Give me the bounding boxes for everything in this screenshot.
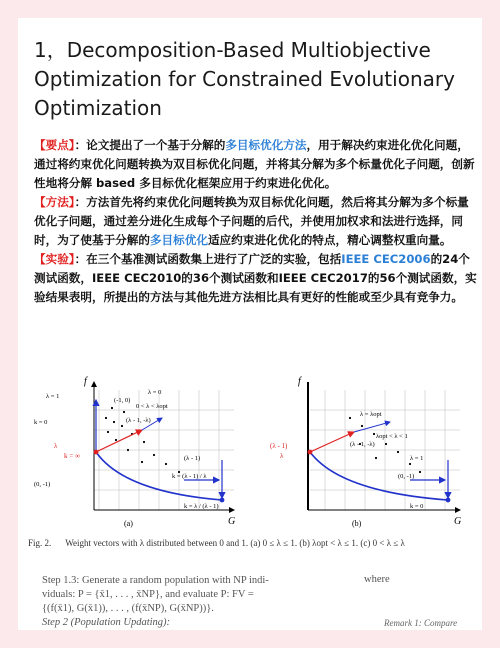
annotation: k = 0 [34, 419, 48, 426]
annotation: (λ - 1, -λ) [126, 417, 151, 424]
summary-experiment [34, 250, 478, 307]
experiment-highlight: IEEE CEC2006 [341, 252, 431, 266]
figure-caption-text: Weight vectors with λ distributed between 0 and 1. (a) 0 ≤ λ ≤ 1. (b) λopt < λ ≤ 1. (c) 0 < λ ≤ λ [65, 538, 405, 548]
weight-label-denominator: λ [280, 452, 284, 460]
step-line: viduals: P = {x̄1, . . . , x̄NP}, and evaluate P: FV = [42, 589, 254, 600]
panel-label: (b) [352, 519, 362, 528]
annotation: (λ - 1, -λ) [350, 441, 375, 448]
y-axis-label: f [298, 376, 301, 387]
step-line: Step 2 (Population Updating): [42, 617, 171, 628]
method-tag: 【方法】 [34, 195, 75, 209]
annotation: k = λ / (λ - 1) [184, 503, 219, 510]
annotation: (0, -1) [398, 473, 415, 480]
x-axis-label: G [228, 516, 236, 527]
figure-panel-a [24, 360, 244, 530]
step-line: {(f(x̄1), G(x̄1)), . . . , (f(x̄NP), G(x̄NP))}. [42, 603, 214, 614]
summary-method [34, 193, 478, 250]
weight-label-numerator: λ [54, 442, 58, 450]
weight-vector [310, 432, 354, 452]
points-text-post: ，用于解决约束进化优化问题，通过将约束优化问题转换为双目标优化问题，并将其分解为多个标量优化子问题，创新性地将分解 based 多目标优化框架应用于约束进化优化。 [34, 138, 475, 190]
annotation: k = (λ - 1) / λ [172, 473, 207, 480]
point-marker-red [308, 450, 313, 455]
annotation: (λ - 1) [184, 455, 201, 462]
annotation: (0, -1) [34, 481, 51, 488]
points-tag: 【要点】 [34, 138, 75, 152]
pareto-front-curve [310, 452, 448, 500]
y-axis-label: f [84, 376, 87, 387]
figure-panel-b [250, 360, 470, 530]
figure-caption-label: Fig. 2. [28, 538, 52, 548]
annotation: λ = 1 [410, 455, 424, 462]
paper-summary [34, 136, 478, 307]
point-marker-red [94, 450, 99, 455]
summary-points [34, 136, 478, 193]
annotation: k = 0 [410, 503, 424, 510]
annotation: λ = λopt [360, 411, 382, 418]
annotation: λ = 1 [46, 393, 60, 400]
annotation: 0 < λ < λopt [136, 403, 168, 410]
experiment-text-post: 的24个测试函数，IEEE CEC2010的36个测试函数和IEEE CEC2017的56个测试函数，实验结果表明，所提出的方法与其他先进方法相比具有更好的性能或至少具有竞争力。 [34, 252, 477, 304]
weight-label-denominator: k = ∞ [64, 452, 80, 460]
remark-text: Remark 1: Compare [384, 618, 458, 628]
weight-vector-blue [354, 422, 390, 432]
points-highlight: 多目标优化方法 [225, 138, 307, 152]
step-line: Step 1.3: Generate a random population with NP indi- [42, 575, 269, 586]
paper-title: 1，Decomposition-Based Multiobjective Optimization for Constrained Evolutionary Optimization [34, 38, 455, 120]
method-highlight: 多目标优化 [149, 233, 208, 247]
step-where: where [364, 574, 390, 585]
annotation: λ = 0 [148, 389, 162, 396]
annotation: λopt < λ < 1 [376, 433, 408, 440]
point-marker-blue [446, 498, 451, 503]
panel-label: (a) [124, 519, 133, 528]
method-text-pre: ：方法首先将约束优化问题转换为双目标优化问题，然后将其分解为多个标量优化子问题，通过差分进化生成每个子问题的后代，并使用加权求和法进行选择，同时，为了使基于分解的 [34, 195, 469, 247]
x-axis-label: G [454, 516, 462, 527]
point-marker-blue [220, 498, 225, 503]
document-card [18, 18, 482, 630]
annotation: (-1, 0) [114, 397, 131, 404]
experiment-text-pre: ：在三个基准测试函数集上进行了广泛的实验，包括 [74, 252, 342, 266]
method-text-post: 适应约束进化优化的特点，精心调整权重向量。 [207, 233, 452, 247]
figure-caption [28, 538, 480, 548]
weight-label-numerator: (λ - 1) [270, 442, 288, 450]
points-text-pre: ：论文提出了一个基于分解的 [74, 138, 226, 152]
experiment-tag: 【实验】 [34, 252, 75, 266]
